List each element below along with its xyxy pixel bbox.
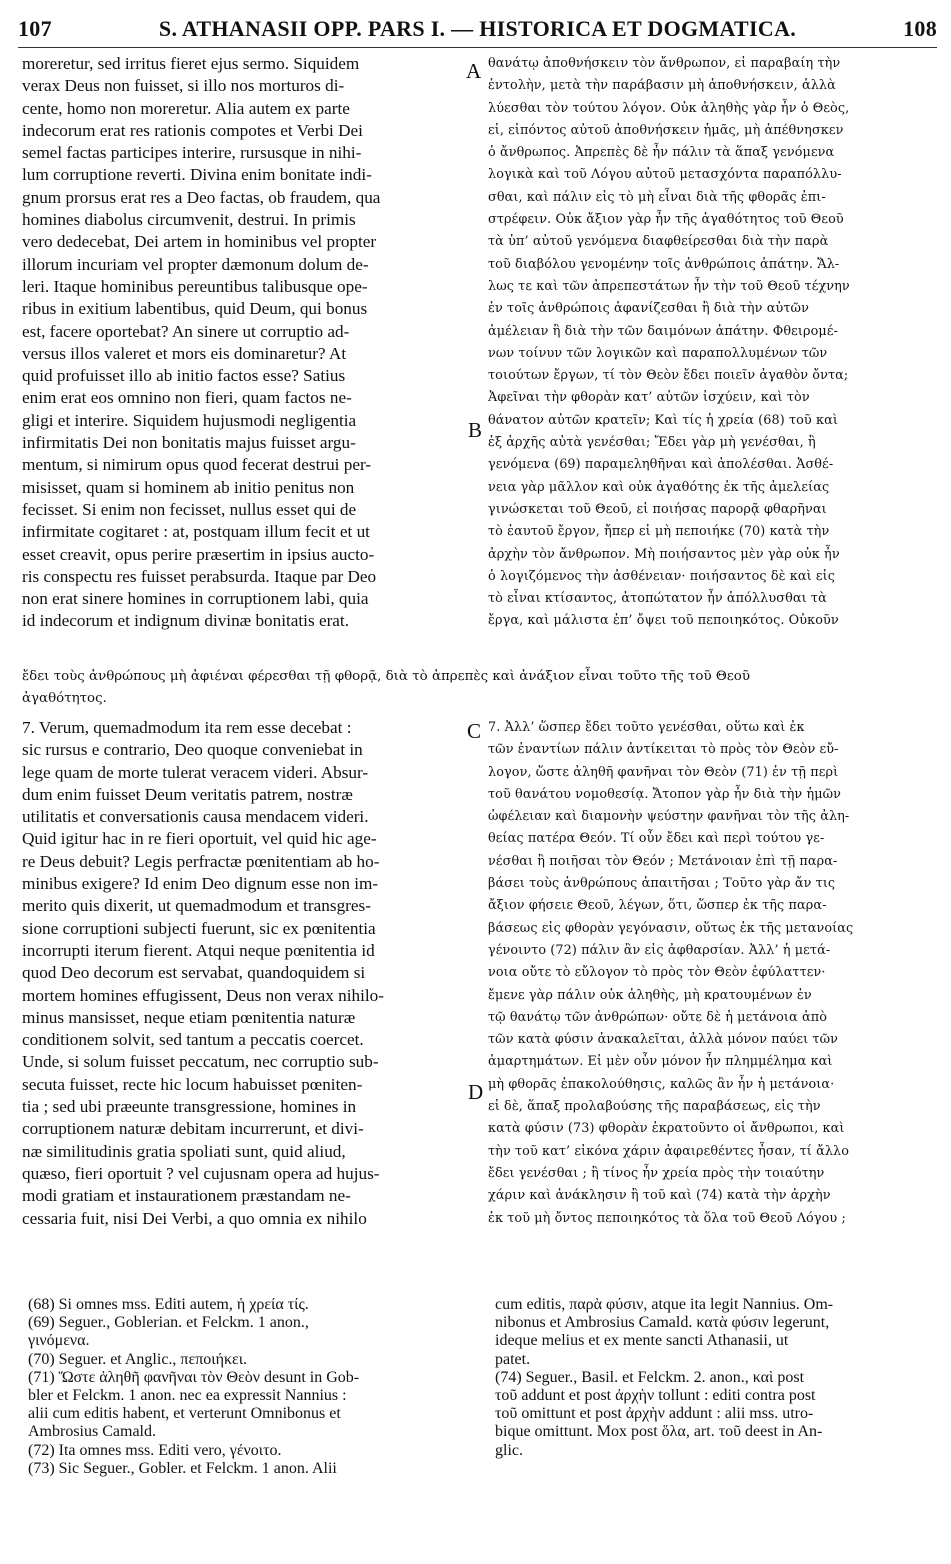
- running-title: S. ATHANASII OPP. PARS I. — HISTORICA ET DOGMATICA.: [158, 16, 797, 41]
- footnotes-left: (68) Si omnes mss. Editi autem, ἡ χρεία τίς. (69) Seguer., Goblerian. et Felckm. 1 anon., γινόμενα. (70) Seguer. et Anglic., πεποιήκει. (71) Ὥστε ἀληθῆ φανῆναι τὸν Θεὸν desunt in Gob- bler et Felckm. 1 anon. nec ea expressit Nannius : alii cum editis habent, et verterunt Omnibonus et Ambrosius Camald. (72) Ita omnes mss. Editi vero, γένοιτο. (73) Sic Seguer., Gobler. et Felckm. 1 anon. Alii: [28, 1296, 360, 1477]
- greek-column-1: θανάτῳ ἀποθνήσκειν τὸν ἄνθρωπον, εἰ παραβαίη τὴν ἐντολὴν, μετὰ τὴν παράβασιν μὴ ἀποθνήσκειν, ἀλλὰ λύεσθαι τὸν τούτου λόγον. Οὐκ ἀληθὴς γὰρ ἦν ὁ Θεὸς, εἰ, εἰπόντος αὐτοῦ ἀποθνήσκειν ἡμᾶς, μὴ ἀπέθνησκεν ὁ ἄνθρωπος. Ἀπρεπὲς δὲ ἦν πάλιν τὰ ἅπαξ γενόμενα λογικὰ καὶ τοῦ Λόγου αὐτοῦ μετασχόντα παραπόλλυ- σθαι, καὶ πάλιν εἰς τὸ μὴ εἶναι διὰ τῆς φθορᾶς ἐπι- στρέφειν. Οὐκ ἄξιον γὰρ ἦν τῆς ἀγαθότητος τοῦ Θεοῦ τὰ ὑπ’ αὐτοῦ γενόμενα διαφθείρεσθαι διὰ τὴν παρὰ τοῦ διαβόλου γενομένην τοῖς ἀνθρώποις ἀπάτην. Ἄλ- λως τε καὶ τῶν ἀπρεπεστάτων ἦν τὴν τοῦ Θεοῦ τέχνην ἐν τοῖς ἀνθρώποις ἀφανίζεσθαι ἢ διὰ τὴν αὐτῶν ἀμέλειαν ἢ διὰ τὴν τῶν δαιμόνων ἀπάτην. Φθειρομέ- νων τοίνυν τῶν λογικῶν καὶ παραπολλυμένων τῶν τοιούτων ἔργων, τί τὸν Θεὸν ἔδει ποιεῖν ἀγαθὸν ὄντα; Ἀφεῖναι τὴν φθορὰν κατ’ αὐτῶν ἰσχύειν, καὶ τὸν θάνατον αὐτῶν κρατεῖν; Καὶ τίς ἡ χρεία (68) τοῦ καὶ ἐξ ἀρχῆς αὐτὰ γενέσθαι; Ἔδει γὰρ μὴ γενέσθαι, ἢ γενόμενα (69) παραμεληθῆναι καὶ ἀπολέσθαι. Ἀσθέ- νεια γὰρ μᾶλλον καὶ οὐκ ἀγαθότης ἐκ τῆς ἀμελείας γινώσκεται τοῦ Θεοῦ, εἰ ποιήσας παρορᾷ φθαρῆναι τὸ ἑαυτοῦ ἔργον, ἤπερ εἰ μὴ πεποιήκε (70) κατὰ τὴν ἀρχὴν τὸν ἄνθρωπον. Μὴ ποιήσαντος μὲν γὰρ οὐκ ἦν ὁ λογιζόμενος τὴν ἀσθένειαν· ποιήσαντος δὲ καὶ εἰς τὸ εἶναι κτίσαντος, ἀτοπώτατον ἦν ἀπόλλυσθαι τὰ ἔργα, καὶ μάλιστα ἐπ’ ὄψει τοῦ πεποιηκότος. Οὐκοῦν: [488, 56, 850, 629]
- greek-spanning-text: ἔδει τοὺς ἀνθρώπους μὴ ἀφιέναι φέρεσθαι τῇ φθορᾷ, διὰ τὸ ἀπρεπὲς καὶ ἀνάξιον εἶναι τοῦτο τῆς τοῦ Θεοῦ ἀγαθότητος.: [22, 669, 750, 706]
- margin-marker-d: D: [468, 1080, 484, 1104]
- margin-marker-b: B: [468, 418, 483, 442]
- footnotes-right: cum editis, παρὰ φύσιν, atque ita legit Nannius. Om- nibonus et Ambrosius Camald. κατὰ φύσιν legerunt, ideque melius et ex mente sancti Athanasii, ut patet. (74) Seguer., Basil. et Felckm. 2. anon., καὶ post τοῦ addunt et post ἀρχὴν tollunt : editi contra post τοῦ omittunt et post ἀρχὴν addunt : alii mss. utro- bique omittunt. Mox post ὅλα, art. τοῦ deest in An- glic.: [495, 1296, 834, 1459]
- page-number-right: 108: [903, 16, 937, 41]
- page-number-left: 107: [18, 16, 52, 41]
- header-rule: [18, 47, 937, 48]
- margin-marker-c: C: [467, 719, 482, 743]
- greek-column-2: 7. Ἀλλ’ ὥσπερ ἔδει τοῦτο γενέσθαι, οὕτω καὶ ἐκ τῶν ἐναντίων πάλιν ἀντίκειται τὸ πρὸς τὸν Θεὸν εὔ- λογον, ὥστε ἀληθῆ φανῆναι τὸν Θεὸν (71) ἐν τῇ περὶ τοῦ θανάτου νομοθεσίᾳ. Ἄτοπον γὰρ ἦν διὰ τὴν ἡμῶν ὠφέλειαν καὶ διαμονὴν ψεύστην φανῆναι τὸν τῆς ἀλη- θείας πατέρα Θεόν. Τί οὖν ἔδει καὶ περὶ τούτου γε- νέσθαι ἢ ποιῆσαι τὸν Θεόν ; Μετάνοιαν ἐπὶ τῇ παρα- βάσει τοὺς ἀνθρώπους ἀπαιτῆσαι ; Τοῦτο γὰρ ἄν τις ἄξιον φήσειε Θεοῦ, λέγων, ὅτι, ὥσπερ ἐκ τῆς παρα- βάσεως εἰς φθορὰν γεγόνασιν, οὕτως ἐκ τῆς μετανοίας γένοιντο (72) πάλιν ἂν εἰς ἀφθαρσίαν. Ἀλλ’ ἡ μετά- νοια οὔτε τὸ εὔλογον τὸ πρὸς τὸν Θεὸν ἐφύλαττεν· ἔμενε γὰρ πάλιν οὐκ ἀληθὴς, μὴ κρατουμένων ἐν τῷ θανάτῳ τῶν ἀνθρώπων· οὔτε δὲ ἡ μετάνοια ἀπὸ τῶν κατὰ φύσιν ἀνακαλεῖται, ἀλλὰ μόνον παύει τῶν ἁμαρτημάτων. Εἰ μὲν οὖν μόνον ἦν πλημμέλημα καὶ μὴ φθορᾶς ἐπακολούθησις, καλῶς ἂν ἦν ἡ μετάνοια· εἰ δὲ, ἅπαξ προλαβούσης τῆς παραβάσεως, εἰς τὴν κατὰ φύσιν (73) φθορὰν ἐκρατοῦντο οἱ ἄνθρωποι, καὶ τὴν τοῦ κατ’ εἰκόνα χάριν ἀφαιρεθέντες ἦσαν, τί ἄλλο ἔδει γενέσθαι ; ἢ τίνος ἦν χρεία πρὸς τὴν τοιαύτην χάριν καὶ ἀνάκλησιν ἢ τοῦ καὶ (74) κατὰ τὴν ἀρχὴν ἐκ τοῦ μὴ ὄντος πεποιηκότος τὰ ὅλα τοῦ Θεοῦ Λόγου ;: [488, 720, 854, 1226]
- running-header: [18, 16, 937, 44]
- margin-marker-a: A: [466, 59, 482, 83]
- latin-column-2: 7. Verum, quemadmodum ita rem esse decebat : sic rursus e contrario, Deo quoque conveniebat in lege quam de morte tulerat veracem videri. Absur- dum enim fuisset Deum veritatis patrem, nostræ utilitatis et conversationis causa mendacem videri. Quid igitur hac in re fieri oportuit, vel quid hic age- re Deus debuit? Legis perfractæ pœnitentiam ab ho- minibus exigere? Id enim Deo dignum esse non im- merito quis dixerit, ut quemadmodum et transgres- sione corruptioni subjecti fuerunt, sic ex pœnitentia incorrupti iterum fierent. Atqui neque pœnitentia id quod Deo decorum est servabat, quandoquidem si mortem homines effugissent, Deus non verax nihilo- minus mansisset, neque etiam pœnitentia naturæ conditionem solvit, sed tantum a peccatis coercet. Unde, si solum fuisset peccatum, nec corruptio sub- secuta fuisset, recte hic locum habuisset pœniten- tia ; sed ubi præeunte transgressione, homines in corruptionem naturæ debitam incurrerunt, et divi- næ similitudinis gratia spoliati sunt, quid aliud, quæso, fieri oportuit ? vel cujusnam opera ad hujus- modi gratiam et instaurationem præstandam ne- cessaria fuit, nisi Dei Verbi, a quo omnia ex nihilo: [22, 718, 384, 1228]
- latin-column-1: moreretur, sed irritus fieret ejus sermo. Siquidem verax Deus non fuisset, si illo nos morturos di- cente, homo non moreretur. Alia autem ex parte indecorum erat res rationis compotes et Verbi Dei semel factas participes interire, rursusque in nihi- lum corruptione reverti. Divina enim bonitate indi- gnum prorsus erat res a Deo factas, ob fraudem, qua homines diabolus circumvenit, destrui. In primis vero dedecebat, Dei artem in hominibus vel propter illorum incuriam vel propter dæmonum dolum de- leri. Itaque hominibus pereuntibus talibusque ope- ribus in exitium labentibus, quid Deum, qui bonus est, facere oportebat? An sinere ut corruptio ad- versus illos valeret et mors eis dominaretur? At quid profuisset illo ab initio factos esse? Satius enim erat eos omnino non fieri, quam factos ne- gligi et interire. Siquidem hujusmodi negligentia infirmitatis Dei non bonitatis majus fuisset argu- mentum, si nimirum opus quod fecerat destrui per- misisset, quam si hominem ab initio penitus non fecisset. Si enim non fecisset, nullus esset qui de infirmitate cogitaret : at, postquam illum fecit et ut esset creavit, opus perire præsertim in ipsius aucto- ris conspectu res fuisset perabsurda. Itaque par Deo non erat sinere homines in corruptionem labi, quia id indecorum et indignum divinæ bonitatis erat.: [22, 54, 381, 631]
